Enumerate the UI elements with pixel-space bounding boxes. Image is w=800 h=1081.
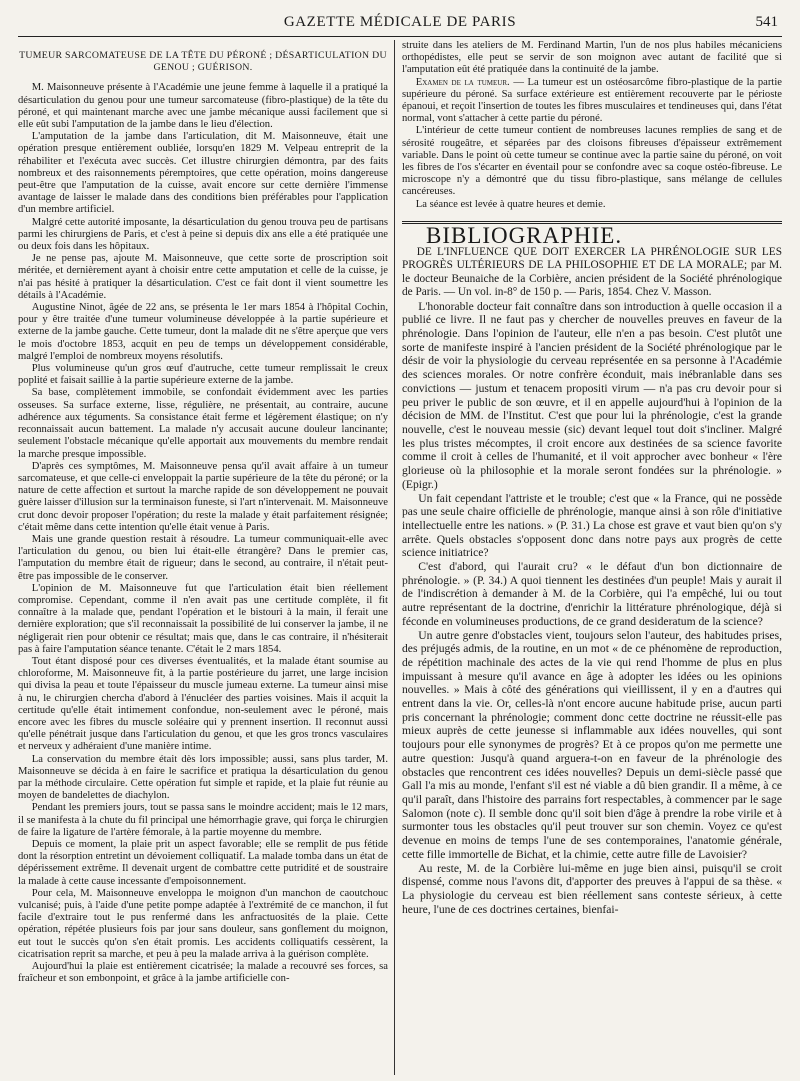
paragraph: Un fait cependant l'attriste et le trouble; c'est que « la France, qui ne possède pas une seule chaire officielle de phrénologie, manque ainsi à son rôle d'initiative intellectuelle entre les nations. » (P. 31.) La chose est grave et vaut bien qu'on s'y arrête. Quels obstacles s'opposent donc dans notre pays aux progrès de cette science initiatrice? <box>402 491 782 560</box>
paragraph: L'opinion de M. Maisonneuve fut que l'articulation était bien réellement compromise. Cependant, comme il n'en avait pas une certitude complète, il fit connaître à la malade que, pendant l'opération et le bistouri à la main, il ferait une dernière exploration; que s'il reconnaissait la possibilité de lui conserver la jambe, il ne négligerait rien pour obtenir ce résultat; mais que, dans le cas contraire, il n'hésiterait pas à faire l'amputation séance tenante. C'était le 2 mars 1854. <box>18 582 388 655</box>
exam-paragraph <box>402 77 782 126</box>
paragraph: Sa base, complètement immobile, se confondait évidemment avec les parties osseuses. Sa surface externe, lisse, régulière, ne présentait, au contraire, aucune adhérence aux téguments. Sa consistance était ferme et légèrement élastique; on n'y reconnaissait aucun battement. La malade n'y accusait aucune douleur lancinante; seulement l'obstacle mécanique qu'elle apportait aux mouvements du membre rendait la marche presque impossible. <box>18 387 388 460</box>
bibliography-reference: DE L'INFLUENCE QUE DOIT EXERCER LA PHRÉNOLOGIE SUR LES PROGRÈS ULTÉRIEURS DE LA PHILOSOPHIE ET DE LA MORALE; par M. le docteur Beunaiche de la Corbière, ancien président de la Société phrénologique de Paris. — Un vol. in-8° de 150 p. — Paris, 1854. Chez V. Masson. <box>402 246 782 299</box>
paragraph: Tout étant disposé pour ces diverses éventualités, et la malade étant soumise au chloroforme, M. Maisonneuve fit, à la partie postérieure du jarret, une large incision qui divisa la peau et toute l'épaisseur du muscle jumeau externe. La tumeur ainsi mise à nu, le chirurgien chercha d'abord à l'énucléer des parties voisines. Mais il acquit la certitude qu'elle était intimement confondue, non-seulement avec le péroné, mais encore avec les fibres du muscle soléaire qui y prennent insertion. Il reconnut aussi qu'elle pénétrait jusque dans l'articulation du genou, et que les gros troncs vasculaires et nerveux y adhéraient d'une manière intime. <box>18 655 388 753</box>
column-divider <box>394 40 395 1075</box>
journal-title: GAZETTE MÉDICALE DE PARIS <box>283 14 517 30</box>
paragraph: Au reste, M. de la Corbière lui-même en juge bien ainsi, puisqu'il se croit dispensé, comme nous l'avons dit, d'apporter des preuves à l'appui de sa thèse. « La physiologie du cerveau est bien réellement sans conteste sérieux, à cette heure, l'une de ces doctrines certaines, bienfai- <box>402 861 782 916</box>
left-column <box>18 40 388 1075</box>
paragraph: Augustine Ninot, âgée de 22 ans, se présenta le 1er mars 1854 à l'hôpital Cochin, pour y être traitée d'une tumeur volumineuse développée à la partie supérieure et externe de la jambe gauche. Cette tumeur, dont la malade dit ne s'être aperçue que vers le mois d'octobre 1853, acquit en peu de temps un développement considérable, malgré l'emploi de nombreux moyens résolutifs. <box>18 302 388 362</box>
exam-label: Examen de la tumeur. <box>415 76 510 88</box>
paragraph: Malgré cette autorité imposante, la désarticulation du genou trouva peu de partisans parmi les chirurgiens de Paris, et c'est à peine si depuis dix ans elle a été pratiquée une ou deux fois dans les hôpitaux. <box>18 216 388 253</box>
paragraph: Un autre genre d'obstacles vient, toujours selon l'auteur, des habitudes prises, des préjugés admis, de la routine, en un mot « de ce phénomène de reproduction, de répétition machinale des actes de la vie qui rend l'homme de plus en plus impuissant à mesure qu'il avance en âge à adopter les idées ou les opinions nouvelles. » Mais à côté des générations qui vieillissent, il y en a d'autres qui entrent dans la vie. Or, celles-là n'ont encore aucune habitude prise, aucun parti pris concernant la phrénologie; comment donc cette doctrine ne réussit-elle pas mieux auprès de cette jeunesse si inflammable aux idées nouvelles, qui sont toujours pour elle synonymes de progrès? Et à ce propos qu'on me permette une autre question: Jusqu'à quand arguera-t-on en faveur de la phrénologie des obstacles que rencontrent ces idées nouvelles? Depuis un demi-siècle passé que Gall l'a mis au monde, l'enfant s'il est né viable a dû bien grandir. Il a même, à ce qu'il paraît, dans l'histoire des parrains fort respectables, à commencer par le sage Salomon (note c). Il semble donc qu'il soit bien d'âge à prendre la robe virile et à surmonter tous les obstacles qu'il peut trouver sur son chemin. Voyez ce qu'est devenue en moins de temps l'une de ses contemporaines, l'anatomie générale, cette fille immortelle de Bichat, et la chimie, cette autre fille de Lavoisier? <box>402 628 782 861</box>
paragraph: L'amputation de la jambe dans l'articulation, dit M. Maisonneuve, était une opération presque entièrement oubliée, lorsqu'en 1829 M. Velpeau entreprit de la réhabiliter et l'exécuta avec succès. Cet illustre chirurgien démontra, par des faits nombreux et des raisonnements péremptoires, que cette opération, moins dangereuse peut-être que l'amputation de la cuisse, avait encore sur cette dernière l'immense avantage de laisser le malade dans des conditions bien préférables pour l'application d'un membre artificiel. <box>18 131 388 216</box>
paragraph: Mais une grande question restait à résoudre. La tumeur communiquait-elle avec l'articulation du genou, ou bien lui était-elle étrangère? Dans le premier cas, l'amputation du membre était de rigueur; dans le second, au contraire, il n'était peut-être pas impossible de le conserver. <box>18 533 388 582</box>
paragraph: Je ne pense pas, ajoute M. Maisonneuve, que cette sorte de proscription soit méritée, et dernièrement ayant à choisir entre cette amputation et celle de la cuisse, je n'ai pas hésité à pratiquer la désarticulation. C'est ce fait dont il vient soumettre les détails à l'Académie. <box>18 253 388 301</box>
paragraph: M. Maisonneuve présente à l'Académie une jeune femme à laquelle il a pratiqué la désarticulation du genou pour une tumeur sarcomateuse (fibro-plastique) de la tête du péroné, et qui maintenant marche avec une jambe mécanique aussi facilement que si elle eût subi l'amputation de la jambe dans le lieu d'élection. <box>18 82 388 131</box>
continuation-paragraph: struite dans les ateliers de M. Ferdinand Martin, l'un de nos plus habiles mécaniciens orthopédistes, elle peut se servir de son moignon avec autant de facilité que si l'amputation eût été pratiquée dans la continuité de la jambe. <box>402 40 782 76</box>
paragraph: L'honorable docteur fait connaître dans son introduction à quelle occasion il a publié ce livre. Il ne faut pas y chercher de nouvelles preuves en faveur de la phrénologie. Dans l'opinion de l'auteur, elle n'en a pas besoin. C'est plutôt une sorte de manifeste inspiré à l'ancien président de la Société phrénologique par le désir de voir la physiologie du cerveau représentée en sa personne à l'Académie des sciences morales. Or notre confrère éconduit, mais inébranlable dans ses convictions — justum et tenacem propositi virum — n'a pas cru devoir pour si peu priver le public de son œuvre, et il en appelle aujourd'hui à l'opinion de la décision de MM. de l'Institut. C'est que pour lui la phrénologie, c'est la grande nouvelle, c'est le nouveau messie (sic) devant lequel tout doit s'incliner. Malgré les plus tristes mécomptes, il croit encore aux destinées de sa science favorite comme il croit à celles de l'humanité, et il voit approcher avec bonheur « l'ère glorieuse où la philosophie et la morale seront fondées sur la phrénologie. » (Epigr.) <box>402 299 782 491</box>
paragraph: La conservation du membre était dès lors impossible; aussi, sans plus tarder, M. Maisonneuve se décida à en faire le sacrifice et pratiqua la désarticulation du genou par la méthode circulaire. Cette opération fut simple et rapide, et la plaie fut réunie au moyen de bandelettes de diachylon. <box>18 753 388 802</box>
bibliography-title: BIBLIOGRAPHIE. <box>426 222 623 248</box>
paragraph: Pendant les premiers jours, tout se passa sans le moindre accident; mais le 12 mars, il se manifesta à la chute du fil principal une hémorrhagie grave, qui força le chirurgien de faire la ligature de l'artère fémorale, à la partie moyenne du membre. <box>18 802 388 838</box>
paragraph: D'après ces symptômes, M. Maisonneuve pensa qu'il avait affaire à un tumeur sarcomateuse, et que celle-ci enveloppait la partie supérieure de la tête du péroné; or la nature de cette affection et surtout la marche rapide de son développement ne pouvait guère laisser d'illusion sur la terminaison funeste, si l'art n'intervenait. M. Maisonneuve crut donc devoir proposer l'opération; du reste la malade y était parfaitement résignée; c'était même dans cette intention qu'elle était venue à Paris. <box>18 460 388 533</box>
bibliography-section <box>402 221 782 916</box>
paragraph: Depuis ce moment, la plaie prit un aspect favorable; elle se remplit de pus fétide dont la résorption entretint un dévoiement colliquatif. La malade tomba dans un état de dépérissement extrême. Il devenait urgent de combattre cette putridité et de soustraire la malade à cette cause incessante d'empoisonnement. <box>18 839 388 887</box>
interior-paragraph: L'intérieur de cette tumeur contient de nombreuses lacunes remplies de sang et de sérosité rougeâtre, et séparées par des cloisons fibreuses d'épaisseur extrêmement variable. Dans le point où cette tumeur se continue avec la partie saine du péroné, on voit les fibres de l'os s'écarter en éventail pour se confondre avec sa coque ostéo-fibreuse. Le microscope n'y a démontré que du tissu fibro-plastique, sans mélange de cellules cancéreuses. <box>402 125 782 198</box>
page-header <box>18 6 782 37</box>
article-heading: TUMEUR SARCOMATEUSE DE LA TÊTE DU PÉRONÉ ; DÉSARTICULATION DU GENOU ; GUÉRISON. <box>19 50 387 74</box>
page-number: 541 <box>755 14 778 30</box>
seance-closing: La séance est levée à quatre heures et demie. <box>415 198 606 210</box>
paragraph: C'est d'abord, qui l'aurait cru? « le défaut d'un bon dictionnaire de phrénologie. » (P. 34.) A quoi tiennent les destinées d'un peuple! Mais y aurait il de l'indiscrétion à demander à M. de la Corbière, qui l'a empêché, lui ou tout autre représentant de la doctrine, d'enrichir la littérature phrénologique, déjà si féconde en volumineuses productions, de ce grand desideratum de la science? <box>402 560 782 628</box>
exam-text: — La tumeur est un ostéosarcôme fibro-plastique de la partie supérieure du péroné. Sa surface extérieure est entièrement recouverte par le périoste épanoui, et reçoit l'insertion de toutes les fibres musculaires et tendineuses qui, dans l'état normal, vont s'attacher à cette partie du péroné. <box>402 76 782 125</box>
paragraph: Plus volumineuse qu'un gros œuf d'autruche, cette tumeur remplissait le creux poplité et faisait saillie à la partie supérieure externe de la jambe. <box>18 363 388 387</box>
paragraph: Pour cela, M. Maisonneuve enveloppa le moignon d'un manchon de caoutchouc vulcanisé; puis, à l'aide d'une petite pompe adaptée à l'extrémité de ce manchon, il fut facile d'extraire tout le pus renfermé dans les anfractuosités de la plaie. Cette opération, répétée plusieurs fois par jour sans douleur, sans gonflement du moignon, eut tout le succès qu'on s'en était promis. Les accidents colliquatifs cessèrent, la cicatrisation reprit sa marche, et peu à peu la malade arriva à la guérison complète. <box>18 887 388 960</box>
bibliography-body <box>402 300 782 917</box>
right-column <box>402 40 782 1075</box>
paragraph: Aujourd'hui la plaie est entièrement cicatrisée; la malade a recouvré ses forces, sa fraîcheur et son embonpoint, et grâce à la jambe artificielle con- <box>18 961 388 985</box>
